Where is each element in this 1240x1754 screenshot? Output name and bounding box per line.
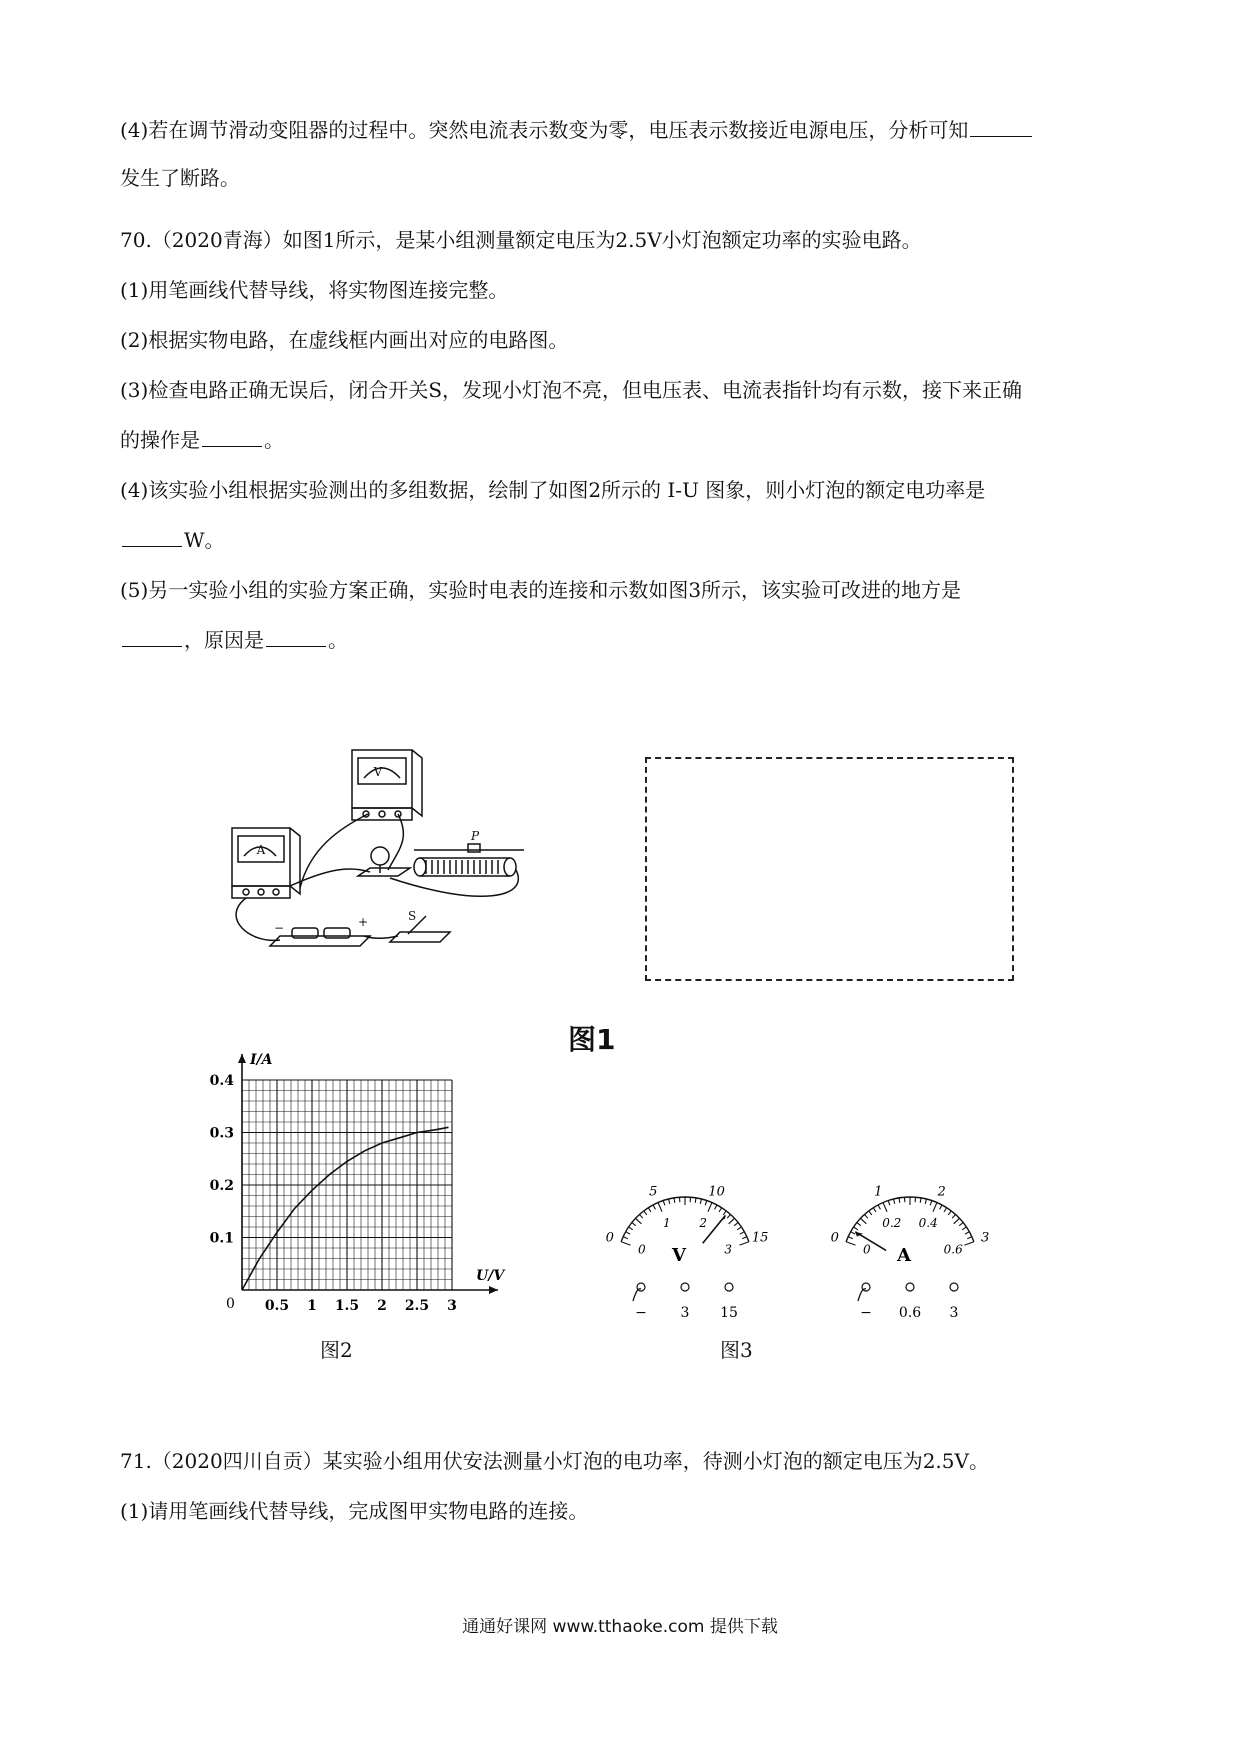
dial-tick [857, 1223, 861, 1226]
switch-device [390, 932, 450, 942]
q71-title-text: 71.（2020四川自贡）某实验小组用伏安法测量小灯泡的电功率，待测小灯泡的额定电压为2.5V。 [120, 1449, 989, 1473]
dial-tick [632, 1223, 636, 1226]
dial-tick [705, 1201, 707, 1206]
q71-part1-text: (1)请用笔画线代替导线，完成图甲实物电路的连接。 [120, 1499, 589, 1523]
q71-part1 [120, 1497, 588, 1525]
battery-minus-label: − [274, 921, 285, 935]
y-tick-label: 0.2 [209, 1178, 234, 1194]
meter-symbol: A [897, 1245, 911, 1266]
terminal-icon [906, 1283, 914, 1291]
q69-part4-line1 [120, 116, 1034, 144]
dial-tick [888, 1201, 890, 1206]
dial-tick [727, 1214, 730, 1218]
q70-title-text: 70.（2020青海）如图1所示，是某小组测量额定电压为2.5V小灯泡额定功率的实验电路。 [120, 228, 922, 252]
bulb-icon [371, 847, 389, 865]
terminal-icon [681, 1283, 689, 1291]
dial-tick [962, 1227, 966, 1230]
dial-tick [658, 1203, 662, 1212]
dial-tick [861, 1218, 867, 1223]
scale-label-bottom: 2 [699, 1215, 708, 1230]
q70-part4-unit: W。 [184, 528, 225, 552]
q70-part3-text: (3)检查电路正确无误后，闭合开关S，发现小灯泡不亮，但电压表、电流表指针均有示数，接下来正确 [120, 378, 1023, 402]
origin-label: 0 [226, 1296, 235, 1312]
q70-part5-line1 [120, 576, 961, 604]
iu-chart [209, 1052, 562, 1322]
q70-part5-end: 。 [328, 628, 348, 652]
scale-label-bottom: 1 [662, 1215, 671, 1230]
dial-tick [742, 1237, 747, 1239]
battery-holder [270, 936, 370, 946]
q70-part3-end: 。 [264, 428, 284, 452]
x-tick-label: 2.5 [404, 1298, 430, 1314]
circuit-diagram-answer-box[interactable] [645, 757, 1014, 981]
dial-tick [723, 1211, 726, 1215]
q70-part3-line1 [120, 376, 1022, 404]
dial-tick [737, 1227, 741, 1230]
scale-label-top: 2 [937, 1184, 946, 1200]
rheostat-device [420, 858, 510, 876]
answer-blank[interactable] [202, 426, 262, 447]
dial-tick [695, 1198, 696, 1203]
dial-tick [944, 1208, 947, 1212]
dial-tick [933, 1203, 937, 1212]
q71-title [120, 1447, 989, 1475]
circuit-illustration [230, 748, 570, 960]
q70-part3-text2: 的操作是 [120, 428, 200, 452]
y-tick-label: 0.1 [209, 1230, 234, 1247]
q70-part5-text2: ，原因是 [184, 628, 264, 652]
answer-blank[interactable] [122, 526, 182, 547]
dial-tick [965, 1242, 974, 1245]
scale-label-bottom: 0 [637, 1242, 646, 1257]
dial-tick [663, 1201, 665, 1206]
dial-tick [954, 1218, 960, 1223]
dial-tick [940, 1205, 942, 1209]
dial-tick [700, 1199, 701, 1204]
dial-tick [854, 1227, 858, 1230]
terminal-icon [725, 1283, 733, 1291]
dial-tick [851, 1232, 855, 1234]
x-tick-label: 0.5 [264, 1298, 290, 1314]
dial-tick [848, 1237, 853, 1239]
dial-tick [639, 1214, 642, 1218]
dial-tick [734, 1223, 738, 1226]
scale-label-top: 0 [605, 1230, 614, 1246]
battery-plus-label: + [358, 915, 369, 929]
terminal-label: − [635, 1305, 647, 1321]
q70-part1 [120, 276, 508, 304]
ammeter-label: A [256, 843, 266, 857]
dial-tick [708, 1203, 712, 1212]
scale-label-top: 5 [649, 1184, 658, 1200]
dial-tick [636, 1218, 642, 1223]
q70-part4-text: (4)该实验小组根据实验测出的多组数据，绘制了如图2所示的 I-U 图象，则小灯泡的额定电功率是 [120, 478, 986, 502]
chart-grid [242, 1080, 452, 1290]
meters-figure [575, 1185, 1025, 1325]
q70-part4-line1 [120, 476, 985, 504]
dial-tick [965, 1232, 969, 1234]
q70-part2-text: (2)根据实物电路，在虚线框内画出对应的电路图。 [120, 328, 569, 352]
dial-tick [644, 1211, 647, 1215]
dial-tick [873, 1208, 876, 1212]
dial-tick [846, 1242, 855, 1245]
ammeter-dial [831, 1185, 990, 1321]
terminal-label: 0.6 [898, 1305, 922, 1321]
voltmeter-dial [606, 1185, 769, 1321]
dial-tick [967, 1237, 972, 1239]
q70-title [120, 226, 922, 254]
scale-label-top: 10 [708, 1184, 725, 1200]
scale-label-top: 1 [874, 1184, 883, 1200]
dial-tick [715, 1205, 717, 1209]
terminal-icon [950, 1283, 958, 1291]
dial-tick [623, 1237, 628, 1239]
x-tick-label: 2 [377, 1298, 387, 1314]
terminal-label: 15 [720, 1305, 738, 1321]
dial-tick [920, 1198, 921, 1203]
dial-tick [878, 1205, 880, 1209]
dial-tick [740, 1232, 744, 1234]
voltmeter-label: V [373, 765, 383, 779]
dial-tick [621, 1242, 630, 1245]
dial-tick [899, 1198, 900, 1203]
x-tick-label: 1.5 [334, 1298, 360, 1314]
figure1-caption: 图1 [568, 1023, 616, 1056]
dial-tick [883, 1203, 887, 1212]
dial-tick [626, 1232, 630, 1234]
scale-label-bottom: 0.4 [918, 1215, 938, 1230]
dial-tick [959, 1223, 963, 1226]
switch-label: S [408, 909, 417, 923]
scale-label-bottom: 3 [724, 1242, 733, 1257]
dial-tick [629, 1227, 633, 1230]
q70-part1-text: (1)用笔画线代替导线，将实物图连接完整。 [120, 278, 509, 302]
meter-symbol: V [672, 1245, 686, 1266]
q70-part4-line2 [120, 526, 225, 554]
y-axis-label: I/A [250, 1052, 273, 1068]
slider-label: P [471, 829, 480, 843]
y-tick-label: 0.4 [209, 1073, 234, 1089]
answer-blank[interactable] [970, 116, 1032, 137]
q70-part5-line2 [120, 626, 348, 654]
dial-tick [674, 1198, 675, 1203]
figure2-caption: 图2 [320, 1338, 353, 1362]
y-axis-arrow [238, 1054, 246, 1063]
q70-part3-line2 [120, 426, 284, 454]
q69-part4-text2: 发生了断路。 [120, 166, 240, 190]
q70-part5-text: (5)另一实验小组的实验方案正确，实验时电表的连接和示数如图3所示，该实验可改进的地方是 [120, 578, 962, 602]
scale-label-top: 0 [830, 1230, 839, 1246]
terminal-label: 3 [680, 1305, 690, 1321]
dial-tick [948, 1211, 951, 1215]
dial-tick [719, 1208, 722, 1212]
dial-tick [669, 1199, 670, 1204]
q69-part4-text: (4)若在调节滑动变阻器的过程中。突然电流表示数变为零，电压表示数接近电源电压，分析可知 [120, 118, 969, 142]
dial-tick [869, 1211, 872, 1215]
answer-blank[interactable] [122, 626, 182, 647]
page-footer: 通通好课网 www.tthaoke.com 提供下载 [462, 1617, 778, 1637]
answer-blank[interactable] [266, 626, 326, 647]
terminal-label: 3 [949, 1305, 959, 1321]
dial-tick [653, 1205, 655, 1209]
scale-label-top: 15 [751, 1230, 769, 1246]
dial-tick [740, 1242, 749, 1245]
scale-label-bottom: 0.6 [943, 1242, 963, 1257]
scale-label-bottom: 0 [862, 1242, 871, 1257]
q70-part2 [120, 326, 568, 354]
dial-tick [952, 1214, 955, 1218]
y-tick-label: 0.3 [209, 1125, 234, 1142]
dial-tick [930, 1201, 932, 1206]
dial-tick [925, 1199, 926, 1204]
x-axis-arrow [489, 1286, 498, 1294]
terminal-label: − [860, 1305, 872, 1321]
x-tick-label: 3 [447, 1298, 457, 1314]
scale-label-bottom: 0.2 [882, 1215, 902, 1230]
dial-tick [894, 1199, 895, 1204]
q69-part4-line2 [120, 164, 240, 192]
x-axis-label: U/V [476, 1268, 505, 1284]
x-tick-label: 1 [307, 1298, 317, 1314]
dial-tick [729, 1218, 735, 1223]
figure3-caption: 图3 [720, 1338, 753, 1362]
dial-tick [864, 1214, 867, 1218]
dial-tick [648, 1208, 651, 1212]
scale-label-top: 3 [981, 1230, 990, 1246]
